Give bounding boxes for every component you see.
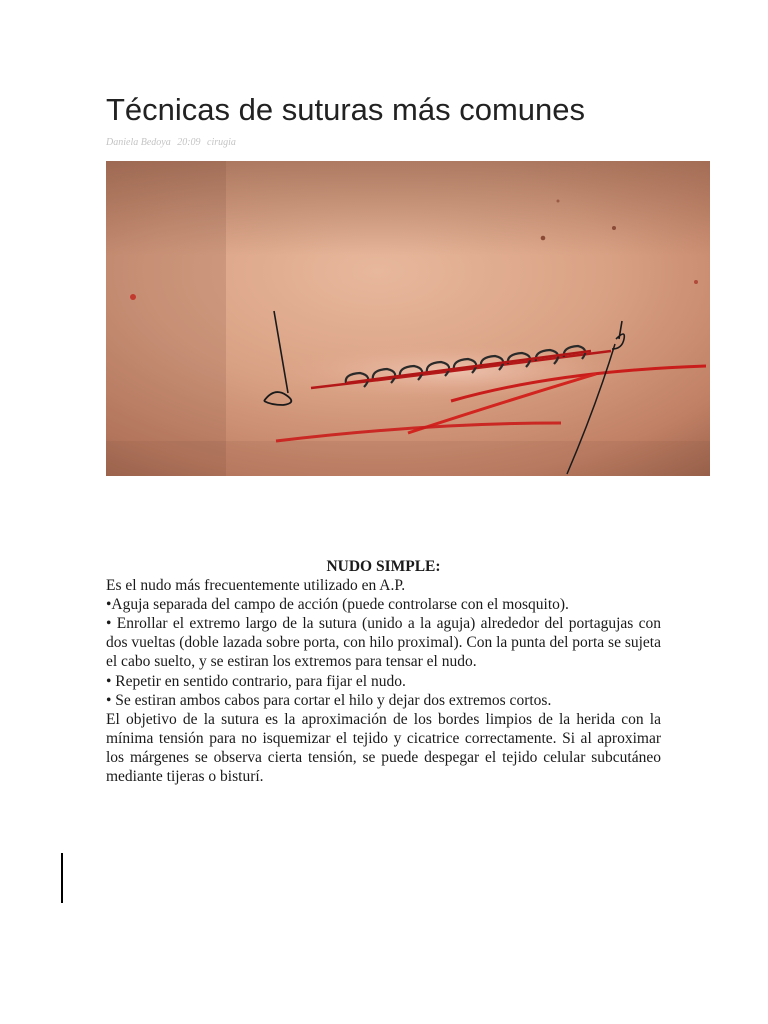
section-heading: NUDO SIMPLE: <box>326 558 441 575</box>
post-time: 20:09 <box>177 137 201 148</box>
author-link[interactable]: Daniela Bedoya <box>106 137 171 148</box>
text-cursor <box>61 853 63 903</box>
category-link[interactable]: cirugia <box>207 137 236 148</box>
paragraph: • Enrollar el extremo largo de la sutura (unido a la aguja) alrededor del portagujas con dos vueltas (doble lazada sobre porta, con hilo proximal). Con la punta del porta se sujeta el cabo suelto, y se estiran los extremos para tensar el nudo. <box>106 615 661 671</box>
suture-photo <box>106 161 710 476</box>
post-title: Técnicas de suturas más comunes <box>106 92 585 127</box>
paragraph: Es el nudo más frecuentemente utilizado en A.P. <box>106 577 406 595</box>
paragraph: • Se estiran ambos cabos para cortar el hilo y dejar dos extremos cortos. <box>106 691 552 709</box>
article-body <box>106 557 661 786</box>
paragraph: • Repetir en sentido contrario, para fijar el nudo. <box>106 672 406 690</box>
paragraph: •Aguja separada del campo de acción (puede controlarse con el mosquito). <box>106 596 569 614</box>
post-meta <box>106 137 240 148</box>
paragraph: El objetivo de la sutura es la aproximación de los bordes limpios de la herida con la mínima tensión para no isquemizar el tejido y cicatrice correctamente. Si al aproximar los márgenes se observa cierta tensión, se puede despegar el tejido celular subcutáneo mediante tijeras o bisturí. <box>106 710 661 786</box>
